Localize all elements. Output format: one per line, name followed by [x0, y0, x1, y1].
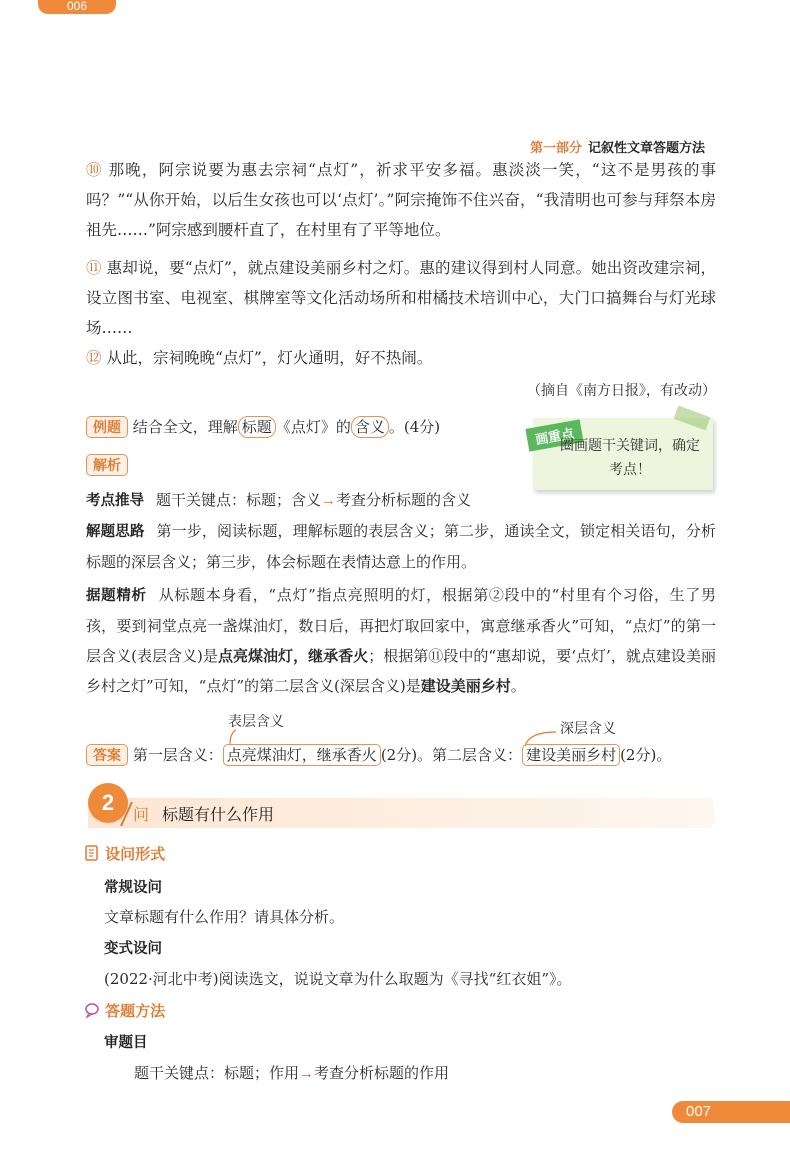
solution-approach — [86, 516, 716, 577]
section-number: 2 — [88, 783, 128, 823]
paragraph-10 — [86, 155, 716, 245]
arrow-icon: → — [321, 492, 337, 509]
analysis-text-3: 。 — [510, 677, 526, 695]
paragraph-12 — [86, 343, 716, 373]
annotation-surface-meaning: 表层含义 — [228, 713, 284, 729]
paragraph-text: 从此，宗祠晚晚“点灯”，灯火通明，好不热闹。 — [101, 349, 433, 367]
paragraph-text: 那晚，阿宗说要为惠去宗祠“点灯”，祈求平安多福。惠淡淡一笑，“这不是男孩的事吗？”“从你开始，以后生女孩也可以‘点灯’。”阿宗掩饰不住兴奋，“我清明也可参与拜祭本房祖先……”阿宗感到腰杆直了，在村里有了平等地位。 — [86, 161, 716, 239]
example-tag: 例题 — [86, 416, 128, 438]
running-header — [530, 137, 705, 156]
arrow-icon: → — [299, 1065, 315, 1082]
paragraph-text: 惠却说，要“点灯”，就点建设美丽乡村之灯。惠的建议得到村人同意。她出资改建宗祠，设立图书室、电视室、棋牌室等文化活动场所和柑橘技术培训中心，大门口搞舞台与灯光球场…… — [86, 259, 716, 337]
solution-approach-text: 第一步，阅读标题，理解标题的表层含义；第二步，通读全文，锁定相关语句，分析标题的深层含义；第三步，体会标题在表情达意上的作用。 — [86, 522, 716, 571]
paragraph-number: ⑪ — [86, 259, 102, 277]
detailed-analysis — [86, 580, 716, 701]
regular-question-text: 文章标题有什么作用？请具体分析。 — [104, 908, 345, 926]
top-page-number: 006 — [38, 0, 116, 14]
answer-method-heading — [84, 1000, 165, 1021]
speech-bubble-icon — [84, 1002, 100, 1018]
question-text-mid: 《点灯》的 — [275, 418, 351, 436]
detailed-analysis-label: 据题精析 — [86, 588, 147, 604]
note-text: 圈画题干关键词，确定考点！ — [560, 438, 700, 478]
answer-box-2: 建设美丽乡村 — [522, 744, 620, 766]
answer-line — [86, 740, 716, 770]
section-title: 标题有什么作用 — [162, 807, 275, 824]
tape-decoration — [674, 406, 711, 431]
question-form-title: 设问形式 — [105, 846, 166, 863]
running-header-title: 记叙性文章答题方法 — [588, 140, 706, 155]
key-derivation-text: 题干关键点：标题；含义 — [156, 491, 322, 509]
variant-question-text: (2022·河北中考)阅读选文，说说文章为什么取题为《寻找“红衣姐”》。 — [104, 970, 572, 988]
key-derivation-label: 考点推导 — [86, 493, 144, 509]
variant-question-label: 变式设问 — [104, 941, 162, 957]
answer-pre: 第一层含义： — [132, 746, 223, 764]
circled-keyword-title: 标题 — [238, 416, 276, 438]
paragraph-number: ⑩ — [86, 161, 103, 179]
question-form-heading — [84, 843, 165, 864]
bottom-page-number: 007 — [672, 1101, 790, 1123]
answer-tag: 答案 — [86, 744, 128, 766]
paragraph-number: ⑫ — [86, 349, 102, 367]
annotation-deep-meaning: 深层含义 — [560, 720, 616, 736]
circled-keyword-meaning: 含义 — [351, 416, 389, 438]
source-citation: （摘自《南方日报》，有改动） — [527, 383, 716, 399]
answer-post: (2分)。 — [620, 746, 672, 764]
document-icon — [84, 845, 100, 861]
paragraph-11 — [86, 253, 716, 343]
regular-question-label: 常规设问 — [104, 880, 162, 896]
answer-method-title: 答题方法 — [105, 1003, 166, 1020]
key-derivation — [86, 485, 716, 516]
answer-box-1: 点亮煤油灯，继承香火 — [223, 744, 381, 766]
question-text-post: 。(4分) — [388, 418, 441, 436]
analysis-tag: 解析 — [86, 454, 128, 476]
analysis-bold-1: 点亮煤油灯，继承香火 — [217, 647, 369, 665]
answer-mid: (2分)。第二层含义： — [380, 746, 523, 764]
analysis-bold-2: 建设美丽乡村 — [420, 677, 511, 695]
key-derivation-result: 考查分析标题的含义 — [336, 491, 472, 509]
slash-icon — [118, 800, 134, 828]
question-text-pre: 结合全文，理解 — [132, 418, 238, 436]
solution-approach-label: 解题思路 — [86, 524, 145, 540]
running-header-part: 第一部分 — [530, 140, 583, 155]
review-result: 考查分析标题的作用 — [314, 1064, 450, 1082]
analysis-text-2: ；根据第⑪段中的“惠却说，要‘点灯’，就点建设美丽乡村之灯”可知，“点灯”的第二层含义(深层含义)是 — [86, 647, 716, 695]
review-text: 题干关键点：标题；作用 — [134, 1064, 300, 1082]
analysis-heading — [86, 450, 716, 480]
review-label: 审题目 — [104, 1035, 148, 1051]
note-title: 画重点 — [525, 419, 583, 451]
section-q-label: 问 — [133, 807, 150, 824]
analysis-text-1: 从标题本身看，“点灯”指点亮照明的灯，根据第②段中的“村里有个习俗，生了男孩，要到祠堂点亮一盏煤油灯，数日后，再把灯取回家中，寓意继承香火”可知，“点灯”的第一层含义(表层含义)是 — [86, 586, 716, 665]
review-line — [134, 1062, 449, 1083]
